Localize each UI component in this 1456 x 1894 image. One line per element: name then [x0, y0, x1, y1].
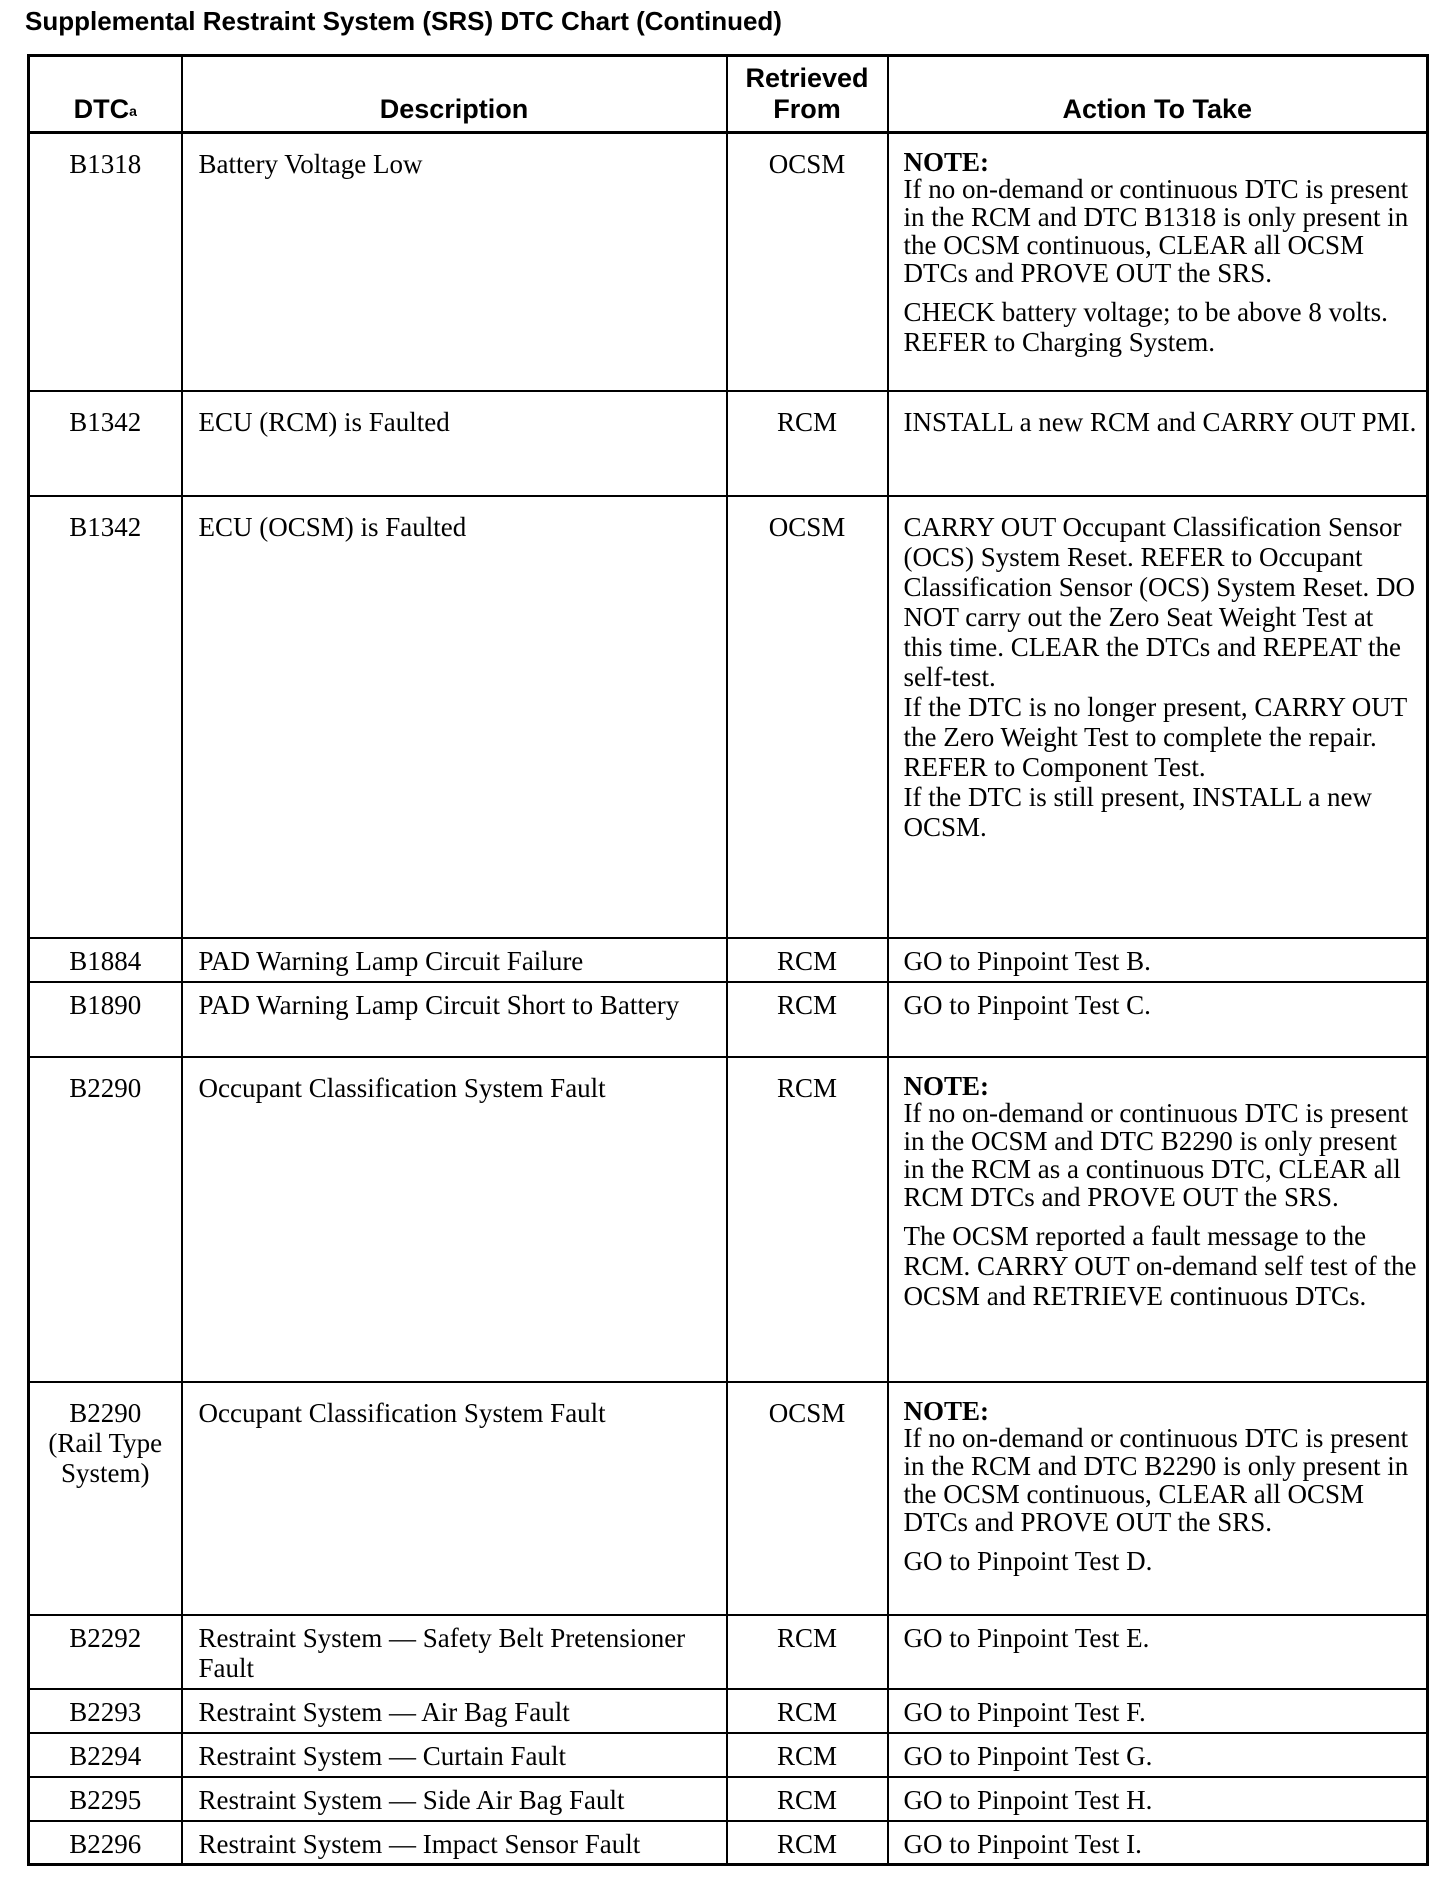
dtc-description: Restraint System — Side Air Bag Fault [182, 1777, 727, 1821]
retrieved-from: RCM [727, 982, 888, 1057]
table-row [29, 391, 1428, 496]
action-text: If no on-demand or continuous DTC is present in the OCSM and DTC B2290 is only present in the RCM as a continuous DTC, CLEAR all RCM DTCs and PROVE OUT the SRS. [903, 1097, 1409, 1212]
retrieved-from: RCM [727, 1615, 888, 1689]
action-text: GO to Pinpoint Test G. [903, 1740, 1153, 1771]
table-row [29, 1057, 1428, 1382]
dtc-description: Restraint System — Air Bag Fault [182, 1689, 727, 1733]
action-text: GO to Pinpoint Test F. [903, 1696, 1146, 1727]
action-text: GO to Pinpoint Test B. [903, 945, 1151, 976]
action-text: GO to Pinpoint Test D. [903, 1545, 1153, 1576]
dtc-code: B1890 [29, 982, 182, 1057]
retrieved-from: RCM [727, 1821, 888, 1865]
dtc-description: Occupant Classification System Fault [182, 1057, 727, 1382]
retrieved-from: RCM [727, 391, 888, 496]
table-row [29, 496, 1428, 938]
action-to-take [888, 391, 1428, 496]
retrieved-from: OCSM [727, 133, 888, 391]
retrieved-from: OCSM [727, 496, 888, 938]
action-text: GO to Pinpoint Test H. [903, 1784, 1153, 1815]
retrieved-from: RCM [727, 1777, 888, 1821]
dtc-description: Battery Voltage Low [182, 133, 727, 391]
table-row [29, 1821, 1428, 1865]
action-text: INSTALL a new RCM and CARRY OUT PMI. [903, 406, 1417, 437]
table-row [29, 1777, 1428, 1821]
table-row [29, 1733, 1428, 1777]
action-text: If the DTC is still present, INSTALL a new OCSM. [903, 781, 1372, 842]
dtc-code: B2290 (Rail Type System) [29, 1382, 182, 1615]
action-text: CHECK battery voltage; to be above 8 volts. REFER to Charging System. [903, 297, 1388, 357]
header-description: Description [182, 56, 727, 133]
dtc-code: B2292 [29, 1615, 182, 1689]
table-row [29, 982, 1428, 1057]
action-to-take [888, 496, 1428, 938]
dtc-code: B2295 [29, 1777, 182, 1821]
dtc-code: B2290 [29, 1057, 182, 1382]
action-text: GO to Pinpoint Test C. [903, 989, 1151, 1020]
table-row [29, 1615, 1428, 1689]
dtc-code: B2293 [29, 1689, 182, 1733]
action-to-take [888, 982, 1428, 1057]
retrieved-from: RCM [727, 938, 888, 982]
action-text: GO to Pinpoint Test I. [903, 1828, 1142, 1859]
dtc-description: ECU (RCM) is Faulted [182, 391, 727, 496]
dtc-code: B1318 [29, 133, 182, 391]
action-to-take [888, 1615, 1428, 1689]
table-row [29, 938, 1428, 982]
dtc-description: Restraint System — Curtain Fault [182, 1733, 727, 1777]
dtc-code: B1342 [29, 496, 182, 938]
action-text: If the DTC is no longer present, CARRY OUT the Zero Weight Test to complete the repair. REFER to Component Test. [903, 691, 1407, 782]
header-action: Action To Take [888, 56, 1428, 133]
dtc-code: B2294 [29, 1733, 182, 1777]
footnote-marker: a [129, 103, 137, 119]
dtc-description: PAD Warning Lamp Circuit Failure [182, 938, 727, 982]
note-label: NOTE: [903, 147, 990, 177]
table-row [29, 1382, 1428, 1615]
dtc-description: Restraint System — Impact Sensor Fault [182, 1821, 727, 1865]
dtc-chart-table [27, 54, 1429, 1866]
header-retrieved-from: Retrieved From [727, 56, 888, 133]
action-to-take [888, 1689, 1428, 1733]
dtc-code: B1342 [29, 391, 182, 496]
table-row [29, 1689, 1428, 1733]
table-row [29, 133, 1428, 391]
action-text: If no on-demand or continuous DTC is present in the RCM and DTC B2290 is only present in the OCSM continuous, CLEAR all OCSM DTCs and PROVE OUT the SRS. [903, 1422, 1409, 1537]
action-text: CARRY OUT Occupant Classification Sensor (OCS) System Reset. REFER to Occupant Classification Sensor (OCS) System Reset. DO NOT carry out the Zero Seat Weight Test at this time. CLEAR the DTCs and REPEAT the self-test. [903, 511, 1415, 692]
table-header-row [29, 56, 1428, 133]
action-to-take [888, 1733, 1428, 1777]
retrieved-from: RCM [727, 1733, 888, 1777]
dtc-code: B2296 [29, 1821, 182, 1865]
dtc-description: ECU (OCSM) is Faulted [182, 496, 727, 938]
retrieved-from: OCSM [727, 1382, 888, 1615]
action-to-take [888, 1821, 1428, 1865]
action-text: GO to Pinpoint Test E. [903, 1622, 1150, 1653]
dtc-description: Occupant Classification System Fault [182, 1382, 727, 1615]
note-label: NOTE: [903, 1070, 990, 1101]
page-title: Supplemental Restraint System (SRS) DTC Chart (Continued) [25, 6, 782, 36]
dtc-description: PAD Warning Lamp Circuit Short to Battery [182, 982, 727, 1057]
retrieved-from: RCM [727, 1689, 888, 1733]
action-to-take [888, 1382, 1428, 1615]
action-text: The OCSM reported a fault message to the RCM. CARRY OUT on-demand self test of the OCSM and RETRIEVE continuous DTCs. [903, 1220, 1417, 1311]
header-dtc: DTC$^a$ [29, 56, 182, 133]
retrieved-from: RCM [727, 1057, 888, 1382]
dtc-code: B1884 [29, 938, 182, 982]
action-to-take [888, 938, 1428, 982]
action-to-take [888, 1777, 1428, 1821]
action-text: If no on-demand or continuous DTC is present in the RCM and DTC B1318 is only present in the OCSM continuous, CLEAR all OCSM DTCs and PROVE OUT the SRS. [903, 174, 1409, 288]
action-to-take [888, 1057, 1428, 1382]
action-to-take [888, 133, 1428, 391]
note-label: NOTE: [903, 1395, 990, 1426]
dtc-description: Restraint System — Safety Belt Pretensioner Fault [182, 1615, 727, 1689]
